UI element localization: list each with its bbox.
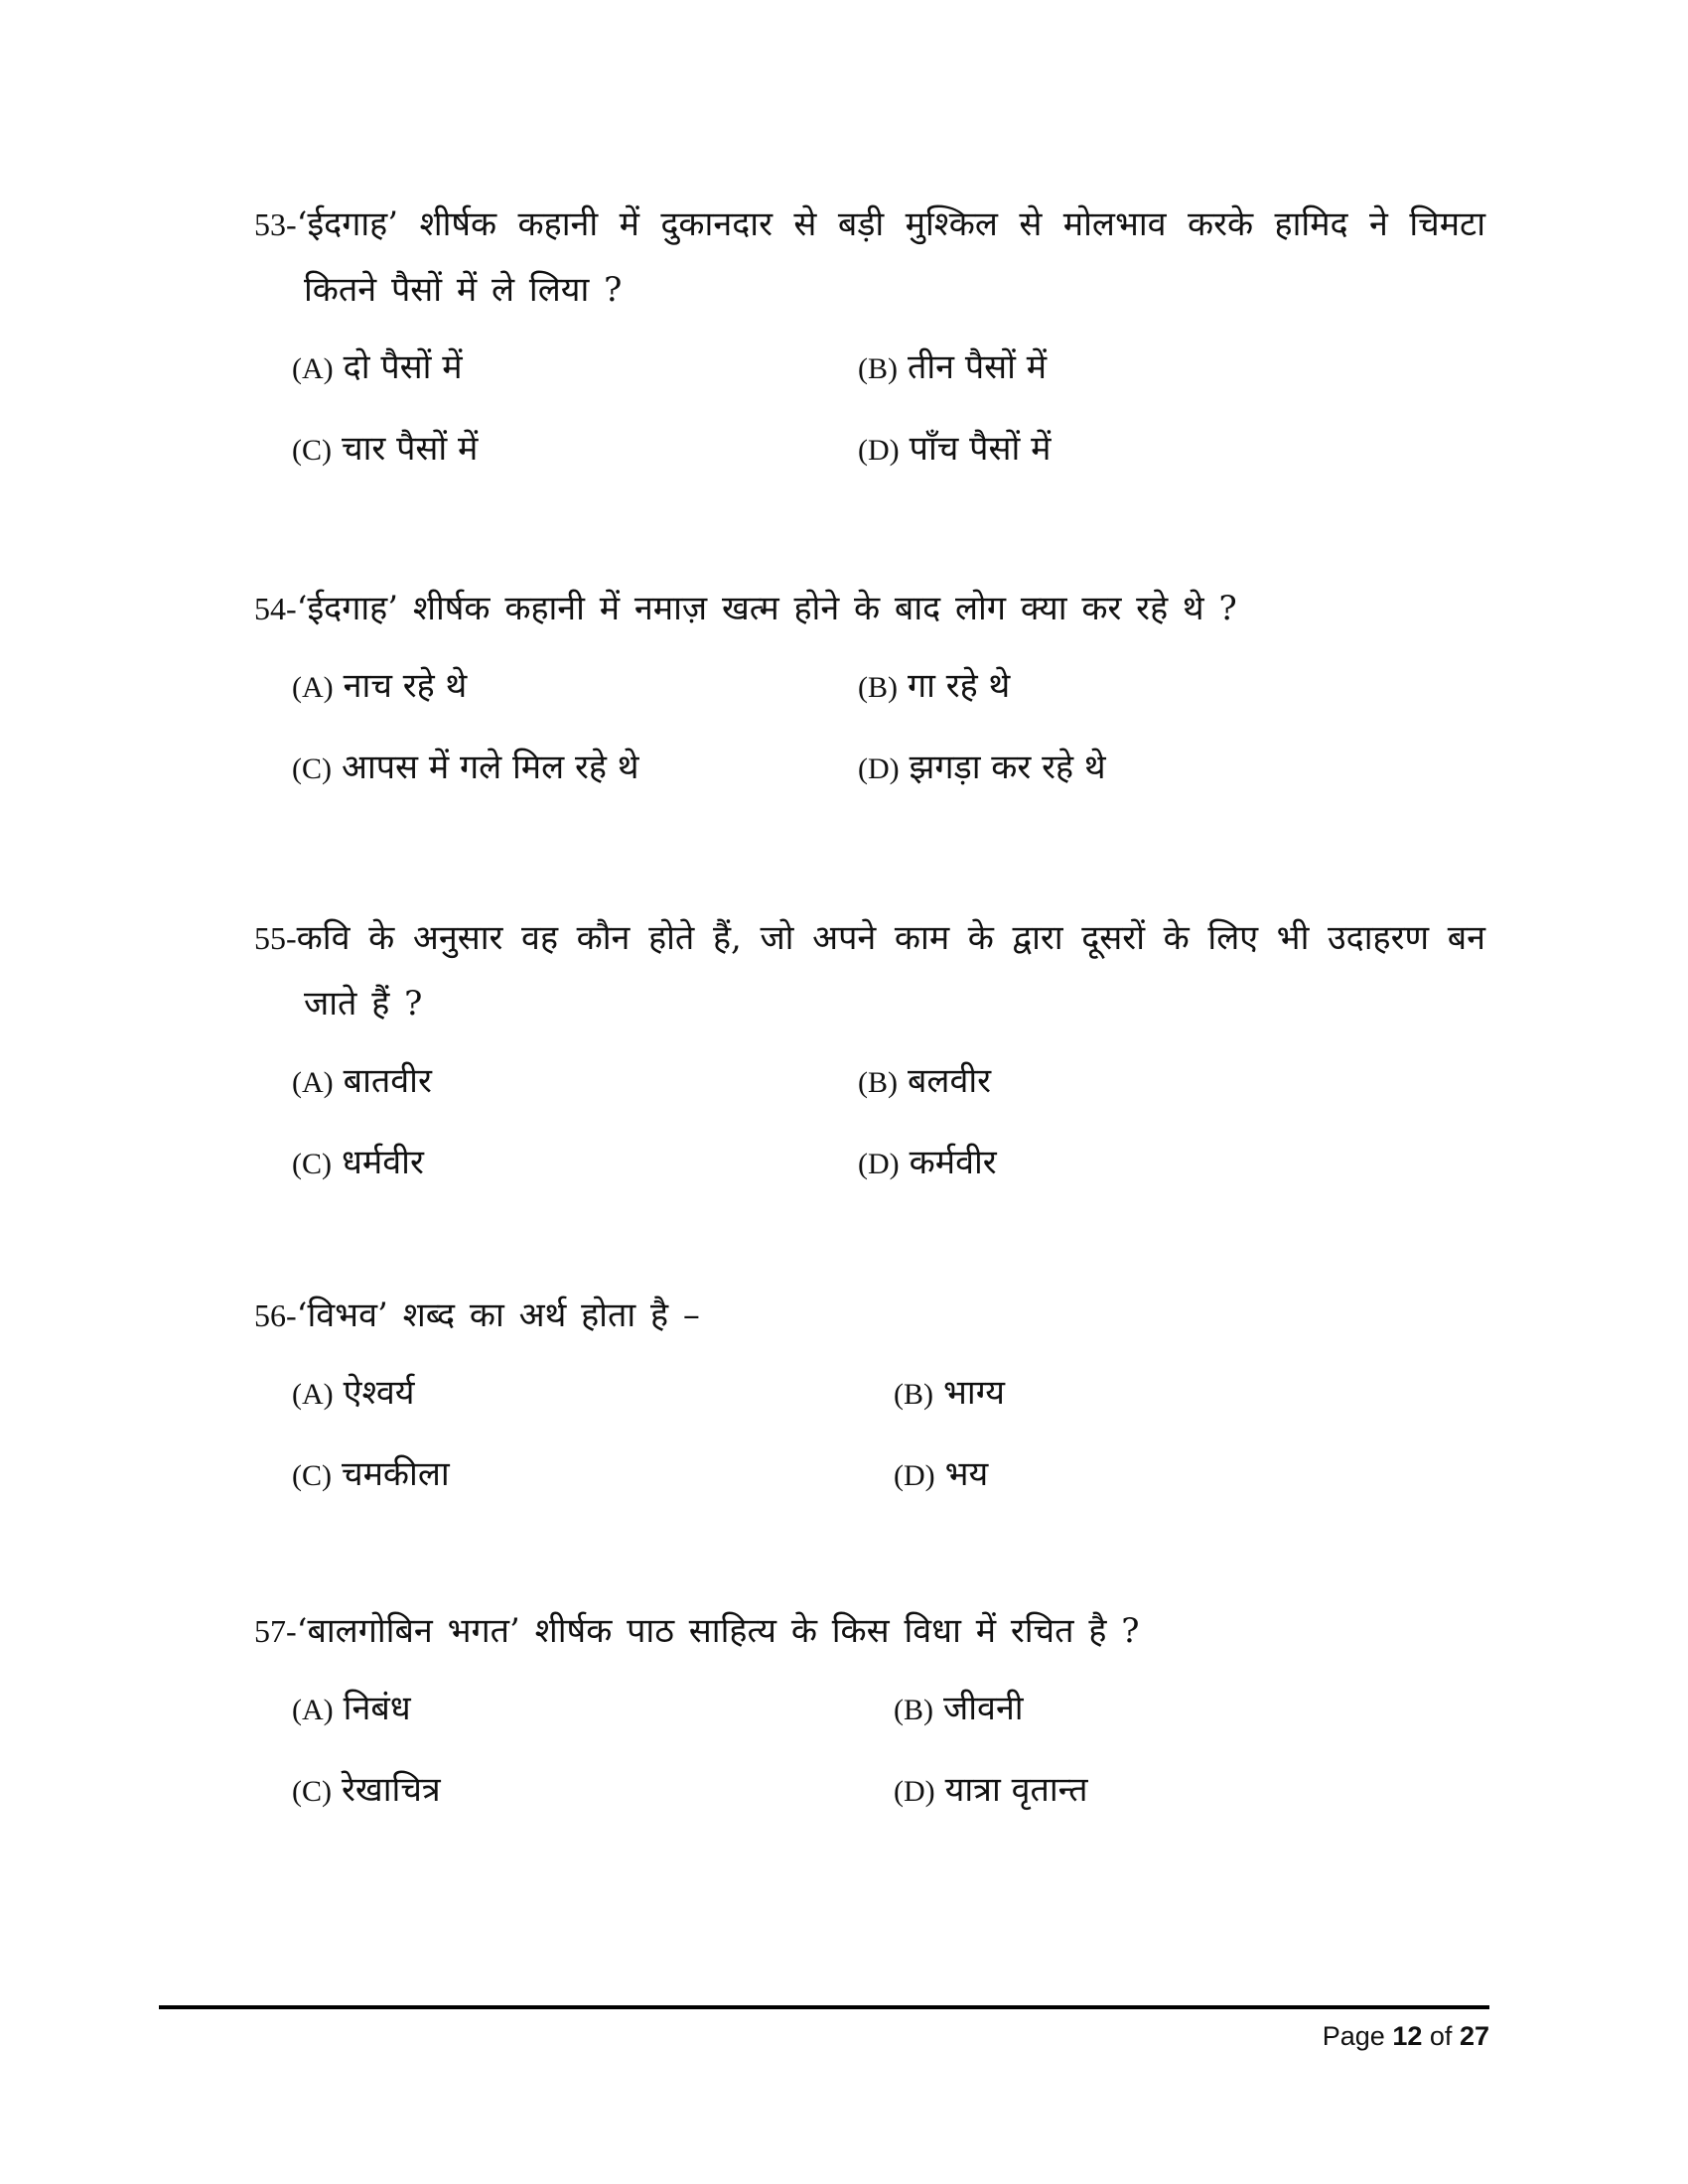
option-text: पाँच पैसों में xyxy=(909,429,1052,469)
option-text: गा रहे थे xyxy=(908,666,1011,706)
option-c xyxy=(292,1441,894,1509)
option-text: नाच रहे थे xyxy=(343,666,468,706)
option-text: जीवनी xyxy=(943,1689,1024,1728)
question-53 xyxy=(254,192,1485,483)
option-text: बलवीर xyxy=(908,1061,992,1101)
option-b xyxy=(894,1676,1489,1743)
option-text: झगड़ा कर रहे थे xyxy=(909,748,1106,787)
question-text: कवि के अनुसार वह कौन होते हैं, जो अपने काम के द्वारा दूसरों के लिए भी उदाहरण बन जाते हैं ? xyxy=(296,918,1485,1024)
question-number: 54- xyxy=(254,591,297,626)
option-key: (C) xyxy=(292,752,332,785)
option-key: (A) xyxy=(292,1378,334,1411)
option-a xyxy=(292,653,858,721)
question-text: ‘विभव’ शब्द का अर्थ होता है – xyxy=(296,1296,700,1335)
option-key: (B) xyxy=(894,1378,933,1411)
option-key: (D) xyxy=(858,434,900,467)
option-text: ऐश्वर्य xyxy=(343,1373,415,1413)
option-key: (C) xyxy=(292,1148,332,1180)
option-d xyxy=(894,1441,1489,1509)
option-a xyxy=(292,1360,894,1428)
option-key: (D) xyxy=(894,1459,935,1492)
option-a xyxy=(292,1048,858,1116)
option-text: तीन पैसों में xyxy=(908,347,1048,387)
options-grid xyxy=(292,335,1485,483)
option-c xyxy=(292,1757,894,1825)
option-a xyxy=(292,335,858,402)
option-d xyxy=(858,416,1454,483)
option-key: (B) xyxy=(858,352,898,385)
option-text: भय xyxy=(944,1454,989,1494)
option-d xyxy=(894,1757,1489,1825)
option-key: (A) xyxy=(292,1694,334,1726)
option-text: धर्मवीर xyxy=(342,1143,424,1182)
question-number: 55- xyxy=(254,920,297,956)
question-text: ‘ईदगाह’ शीर्षक कहानी में नमाज़ खत्म होने के बाद लोग क्या कर रहे थे ? xyxy=(296,589,1237,628)
option-key: (A) xyxy=(292,352,334,385)
option-c xyxy=(292,416,858,483)
option-c xyxy=(292,1130,858,1197)
option-text: आपस में गले मिल रहे थे xyxy=(342,748,639,787)
option-key: (D) xyxy=(858,1148,900,1180)
option-key: (C) xyxy=(292,1775,332,1808)
option-key: (B) xyxy=(894,1694,933,1726)
question-text: ‘बालगोबिन भगत’ शीर्षक पाठ साहित्य के किस विधा में रचित है ? xyxy=(296,1611,1140,1651)
option-d xyxy=(858,1130,1454,1197)
current-page: 12 xyxy=(1392,2021,1423,2051)
question-57 xyxy=(254,1598,1485,1825)
question-number: 57- xyxy=(254,1613,297,1649)
option-key: (B) xyxy=(858,1066,898,1099)
option-key: (D) xyxy=(894,1775,935,1808)
option-b xyxy=(894,1360,1489,1428)
question-text: ‘ईदगाह’ शीर्षक कहानी में दुकानदार से बड़ी मुश्किल से मोलभाव करके हामिद ने चिमटा कितने पैसों में ले लिया ? xyxy=(296,205,1485,310)
option-d xyxy=(858,735,1454,802)
option-text: चमकीला xyxy=(342,1454,450,1494)
question-55 xyxy=(254,905,1485,1197)
option-key: (A) xyxy=(292,671,334,704)
options-grid xyxy=(292,1360,1485,1509)
option-key: (A) xyxy=(292,1066,334,1099)
question-54 xyxy=(254,576,1485,802)
options-grid xyxy=(292,1676,1485,1825)
of-word: of xyxy=(1429,2021,1453,2051)
option-key: (C) xyxy=(292,1459,332,1492)
option-key: (B) xyxy=(858,671,898,704)
option-text: निबंध xyxy=(343,1689,411,1728)
option-text: भाग्य xyxy=(943,1373,1005,1413)
page-word: Page xyxy=(1322,2021,1385,2051)
option-b xyxy=(858,1048,1454,1116)
option-text: कर्मवीर xyxy=(909,1143,997,1182)
options-grid xyxy=(292,653,1485,802)
question-number: 53- xyxy=(254,206,297,242)
option-text: यात्रा वृतान्त xyxy=(944,1770,1088,1810)
question-56 xyxy=(254,1283,1485,1509)
option-key: (D) xyxy=(858,752,900,785)
option-a xyxy=(292,1676,894,1743)
options-grid xyxy=(292,1048,1485,1197)
footer-divider xyxy=(159,2005,1489,2009)
option-text: चार पैसों में xyxy=(342,429,479,469)
option-b xyxy=(858,335,1454,402)
total-pages: 27 xyxy=(1459,2021,1489,2051)
option-text: दो पैसों में xyxy=(343,347,463,387)
page-number xyxy=(1323,2021,1489,2052)
option-key: (C) xyxy=(292,434,332,467)
question-number: 56- xyxy=(254,1297,297,1333)
option-text: बातवीर xyxy=(343,1061,432,1101)
option-text: रेखाचित्र xyxy=(342,1770,441,1810)
option-b xyxy=(858,653,1454,721)
option-c xyxy=(292,735,858,802)
